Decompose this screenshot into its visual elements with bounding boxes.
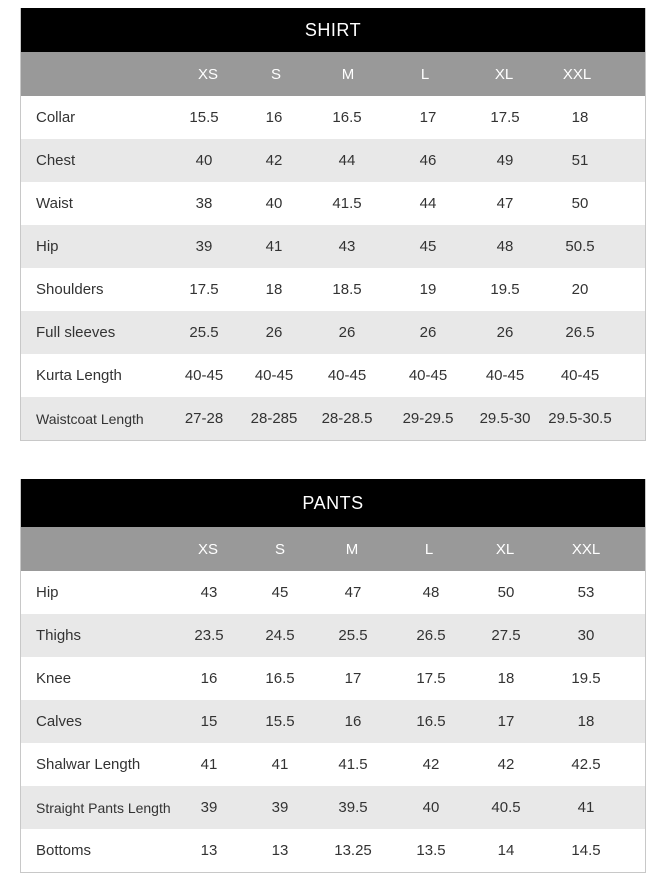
table-cell: 40: [422, 799, 440, 816]
pants-size-header: [21, 527, 645, 571]
table-cell: 18: [497, 670, 515, 687]
table-row: [21, 139, 645, 182]
table-cell: 15.5: [189, 109, 219, 126]
table-cell: 23.5: [194, 627, 224, 644]
table-cell: 40-45: [485, 367, 525, 384]
table-cell: 50: [497, 584, 515, 601]
table-cell: 40: [195, 152, 213, 169]
table-cell: 19.5: [490, 281, 520, 298]
shirt-size-header: [21, 52, 645, 96]
table-cell: 47: [344, 584, 362, 601]
size-header-xs: XS: [197, 65, 219, 83]
table-cell: 29.5-30.5: [548, 410, 612, 427]
table-cell: 26: [338, 324, 356, 341]
table-cell: 41: [271, 756, 289, 773]
table-cell: 16: [200, 670, 218, 687]
row-label: Kurta Length: [36, 367, 122, 384]
size-header-xl: XL: [495, 540, 515, 558]
table-cell: 13: [200, 842, 218, 859]
row-label: Waist: [36, 195, 73, 212]
row-label: Chest: [36, 152, 76, 169]
table-cell: 28-285: [250, 410, 298, 427]
pants-title: PANTS: [21, 479, 645, 527]
table-row: [21, 657, 645, 700]
table-cell: 13: [271, 842, 289, 859]
row-label: Waistcoat Length: [36, 410, 144, 427]
row-label: Full sleeves: [36, 324, 116, 341]
table-row: [21, 614, 645, 657]
row-label: Collar: [36, 109, 76, 126]
table-cell: 16.5: [416, 713, 446, 730]
row-label: Bottoms: [36, 842, 92, 859]
table-cell: 40-45: [408, 367, 448, 384]
table-cell: 45: [271, 584, 289, 601]
table-row: [21, 397, 645, 440]
table-cell: 42: [497, 756, 515, 773]
table-cell: 29.5-30: [479, 410, 531, 427]
table-cell: 19: [419, 281, 437, 298]
table-row: [21, 700, 645, 743]
table-row: [21, 182, 645, 225]
table-cell: 26: [496, 324, 514, 341]
table-cell: 24.5: [265, 627, 295, 644]
row-label: Hip: [36, 584, 59, 601]
table-cell: 17.5: [416, 670, 446, 687]
table-cell: 39: [271, 799, 289, 816]
table-cell: 30: [577, 627, 595, 644]
row-label: Thighs: [36, 627, 82, 644]
table-cell: 15.5: [265, 713, 295, 730]
table-cell: 17: [419, 109, 437, 126]
table-cell: 41: [577, 799, 595, 816]
table-cell: 40-45: [184, 367, 224, 384]
size-header-xxl: XXL: [562, 65, 592, 83]
table-cell: 25.5: [338, 627, 368, 644]
table-cell: 15: [200, 713, 218, 730]
table-cell: 19.5: [571, 670, 601, 687]
table-cell: 47: [496, 195, 514, 212]
size-header-l: L: [420, 65, 430, 83]
size-header-s: S: [270, 65, 282, 83]
table-cell: 40: [265, 195, 283, 212]
table-cell: 13.25: [334, 842, 372, 859]
table-cell: 18: [571, 109, 589, 126]
row-label: Hip: [36, 238, 59, 255]
table-cell: 27.5: [491, 627, 521, 644]
table-row: [21, 311, 645, 354]
shirt-title: SHIRT: [21, 8, 645, 52]
table-cell: 16.5: [265, 670, 295, 687]
row-label: Shoulders: [36, 281, 104, 298]
table-cell: 26.5: [565, 324, 595, 341]
table-cell: 41.5: [332, 195, 362, 212]
table-cell: 16: [344, 713, 362, 730]
table-cell: 28-28.5: [321, 410, 373, 427]
table-cell: 40-45: [327, 367, 367, 384]
table-cell: 49: [496, 152, 514, 169]
table-row: [21, 96, 645, 139]
table-cell: 48: [496, 238, 514, 255]
table-cell: 13.5: [416, 842, 446, 859]
table-row: [21, 571, 645, 614]
size-header-m: M: [345, 540, 359, 558]
table-cell: 14: [497, 842, 515, 859]
table-cell: 44: [419, 195, 437, 212]
table-cell: 17: [497, 713, 515, 730]
table-cell: 18: [577, 713, 595, 730]
table-cell: 17: [344, 670, 362, 687]
table-cell: 38: [195, 195, 213, 212]
size-header-m: M: [341, 65, 355, 83]
table-cell: 51: [571, 152, 589, 169]
table-cell: 50: [571, 195, 589, 212]
table-cell: 41.5: [338, 756, 368, 773]
table-cell: 39: [195, 238, 213, 255]
row-label: Shalwar Length: [36, 756, 141, 773]
table-cell: 27-28: [184, 410, 224, 427]
row-label: Calves: [36, 713, 82, 730]
table-cell: 16.5: [332, 109, 362, 126]
table-cell: 48: [422, 584, 440, 601]
table-cell: 46: [419, 152, 437, 169]
pants-size-table: [20, 479, 646, 873]
table-cell: 41: [200, 756, 218, 773]
table-cell: 44: [338, 152, 356, 169]
table-cell: 39: [200, 799, 218, 816]
table-row: [21, 354, 645, 397]
table-row: [21, 743, 645, 786]
table-cell: 40-45: [254, 367, 294, 384]
table-cell: 42.5: [571, 756, 601, 773]
table-cell: 41: [265, 238, 283, 255]
table-cell: 26.5: [416, 627, 446, 644]
table-cell: 40.5: [491, 799, 521, 816]
table-cell: 50.5: [565, 238, 595, 255]
table-cell: 26: [419, 324, 437, 341]
size-header-xxl: XXL: [571, 540, 601, 558]
size-header-xl: XL: [494, 65, 514, 83]
table-cell: 16: [265, 109, 283, 126]
size-header-l: L: [424, 540, 434, 558]
table-row: [21, 786, 645, 829]
table-cell: 43: [200, 584, 218, 601]
table-cell: 42: [422, 756, 440, 773]
table-cell: 29-29.5: [402, 410, 454, 427]
shirt-size-table: [20, 8, 646, 441]
table-cell: 40-45: [560, 367, 600, 384]
table-cell: 17.5: [189, 281, 219, 298]
table-cell: 18.5: [332, 281, 362, 298]
table-row: [21, 829, 645, 872]
table-cell: 43: [338, 238, 356, 255]
table-cell: 42: [265, 152, 283, 169]
table-row: [21, 225, 645, 268]
table-cell: 39.5: [338, 799, 368, 816]
table-cell: 20: [571, 281, 589, 298]
table-cell: 25.5: [189, 324, 219, 341]
size-header-xs: XS: [197, 540, 219, 558]
table-cell: 14.5: [571, 842, 601, 859]
row-label: Straight Pants Length: [36, 799, 171, 816]
table-cell: 18: [265, 281, 283, 298]
table-cell: 45: [419, 238, 437, 255]
row-label: Knee: [36, 670, 72, 687]
table-cell: 53: [577, 584, 595, 601]
table-cell: 26: [265, 324, 283, 341]
size-header-s: S: [274, 540, 286, 558]
table-cell: 17.5: [490, 109, 520, 126]
table-row: [21, 268, 645, 311]
